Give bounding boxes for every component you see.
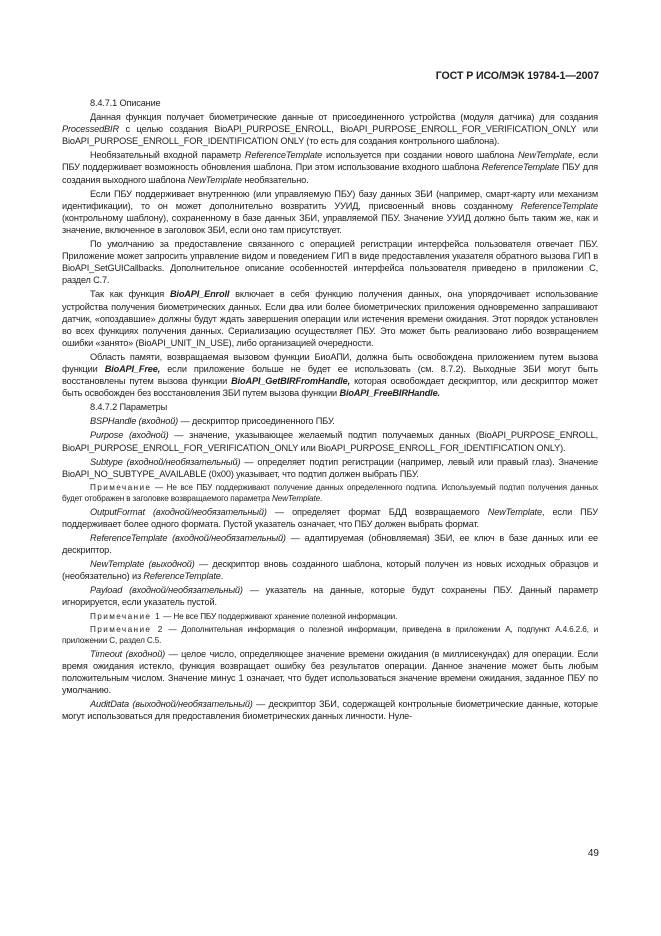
param-purpose: Purpose (входной) — значение, указывающее желаемый подтип получаемых данных (BioAPI_PURPOSE_ENROLL, BioAPI_PURPOSE_ENROLL_FOR_VERIFICATION_ONLY или BioAPI_PURPOSE_ENROLL_FOR_IDENTIFICATION ONLY). xyxy=(62,430,599,453)
param-bsp-handle: BSPHandle (входной) — дескриптор присоединенного ПБУ. xyxy=(90,416,335,427)
param-subtype: Subtype (входной/необязательный) — определяет подтип регистрации (например, левый или правый глаз). Значение BioAPI_NO_SUBTYPE_AVAILABLE (0x00) указывает, что подтип должен выбрать ПБУ. xyxy=(62,456,598,479)
paragraph-user-interface: По умолчанию за предоставление связанного с операцией регистрации интерфейса пользователя отвечает ПБУ. Приложение может запросить управление видом и поведением ГИП в виде предоставления указателя обратного вызова ГИП в BioAPI_SetGUICallbacks. Дополнительное описание особенностей интерфейса пользователя приведено в приложении С, раздел С.7. xyxy=(62,239,598,286)
paragraph-memory-release: Область памяти, возвращаемая вызовом функции БиоАПИ, должна быть освобождена приложением путем вызова функции BioAPI_Free, если приложение больше не будет ее использовать (см. 8.7.2). Выходные ЗБИ могут быть восстановлены путем вызова функции BioAPI_GetBIRFromHandle, которая освобождает дескриптор, или дескриптор может быть освобожден без восстановления ЗБИ путем вызова функции BioAPI_FreeBIRHandle. xyxy=(62,351,598,399)
standard-header: ГОСТ Р ИСО/МЭК 19784-1—2007 xyxy=(435,70,599,82)
paragraph-function-purpose: Данная функция получает биометрические данные от присоединенного устройства (модуля датчика) для создания ProcessedBIR с целью создания BioAPI_PURPOSE_ENROLL, BioAPI_PURPOSE_ENROLL_FOR_VERIFICATION_ONLY или BioAPI_PURPOSE_ENROLL_FOR_IDENTIFICATION ONLY (то есть для создания контрольного шаблона). xyxy=(62,112,598,147)
param-reference-template: ReferenceTemplate (входной/необязательный) — адаптируемая (обновляемая) ЗБИ, ее ключ в базе данных или ее дескриптор. xyxy=(62,533,599,556)
section-heading-description: 8.4.7.1 Описание xyxy=(90,98,161,108)
paragraph-internal-database: Если ПБУ поддерживает внутреннюю (или управляемую ПБУ) базу данных ЗБИ (например, смарт-карту или механизм идентификации), то он может дополнительно возвратить УУИД, присвоенный вновь созданному ReferenceTemplate (контрольному шаблону), сохраненному в базе данных ЗБИ, управляемой ПБУ. Значение УУИД должно быть таким же, как и значение, включенное в заголовок ЗБИ, если оно там присутствует. xyxy=(62,188,598,235)
param-output-format: OutputFormat (входной/необязательный) — определяет формат БДД возвращаемого NewTemplate, если ПБУ поддерживает более одного формата. Пустой указатель означает, что ПБУ должен выбрать формат. xyxy=(62,506,598,529)
paragraph-serialization: Так как функция BioAPI_Enroll включает в себя функцию получения данных, она упорядочивает использование устройства получения биометрических данных. Если два или более биометрических приложения одновременно запрашивают датчик, «опоздавшие» должны будут ждать завершения операции или истечения времени ожидания. Этот порядок установлен во всех функциях получения данных. Сериализацию осуществляет ПБУ. Это может быть реализовано либо возвращением ошибки «занято» (BioAPI_UNIT_IN_USE), либо организацией очередности. xyxy=(62,289,598,348)
note-payload-1: Примечание 1 — Не все ПБУ поддерживают хранение полезной информации. xyxy=(90,611,398,621)
section-heading-parameters: 8.4.7.2 Параметры xyxy=(90,402,168,413)
note-subtype: Примечание — Не все ПБУ поддерживают получение данных определенного подтипа. Используемый подтип получения данных будет отображен в заголовке возвращаемого параметра NewTemplate. xyxy=(62,482,598,503)
param-timeout: Timeout (входной) — целое число, определяющее значение времени ожидания (в миллисекундах) для операции. Если время ожидания истекло, функция возвращает ошибку без результатов операции. Данное значение может быть любым положительным числом. Значение минус 1 означает, что будет использоваться значение времени ожидания, заданное ПБУ по умолчанию. xyxy=(62,648,599,695)
page-body xyxy=(62,97,598,724)
param-payload: Payload (входной/необязательный) — указатель на данные, которые будут сохранены ПБУ. Данный параметр игнорируется, если указатель пустой. xyxy=(62,585,598,608)
param-audit-data: AuditData (выходной/необязательный) — дескриптор ЗБИ, содержащей контрольные биометрические данные, которые могут использоваться для предоставления биометрических данных личности. Нуле- xyxy=(62,698,598,722)
paragraph-reference-template: Необязательный входной параметр ReferenceTemplate используется при создании нового шаблона NewTemplate, если ПБУ поддерживает возможность обновления шаблона. При этом использование входного шаблона ReferenceTemplate ПБУ для создания выходного шаблона NewTemplate необязательно. xyxy=(62,150,598,185)
param-new-template: NewTemplate (выходной) — дескриптор вновь созданного шаблона, который получен из новых исходных образцов и (необязательно) из ReferenceTemplate. xyxy=(62,559,599,582)
page-number: 49 xyxy=(587,848,599,859)
note-payload-2: Примечание 2 — Дополнительная информация о полезной информации, приведена в приложении А, подпункт А.4.6.2.6, и приложении С, раздел С.5. xyxy=(62,624,598,645)
